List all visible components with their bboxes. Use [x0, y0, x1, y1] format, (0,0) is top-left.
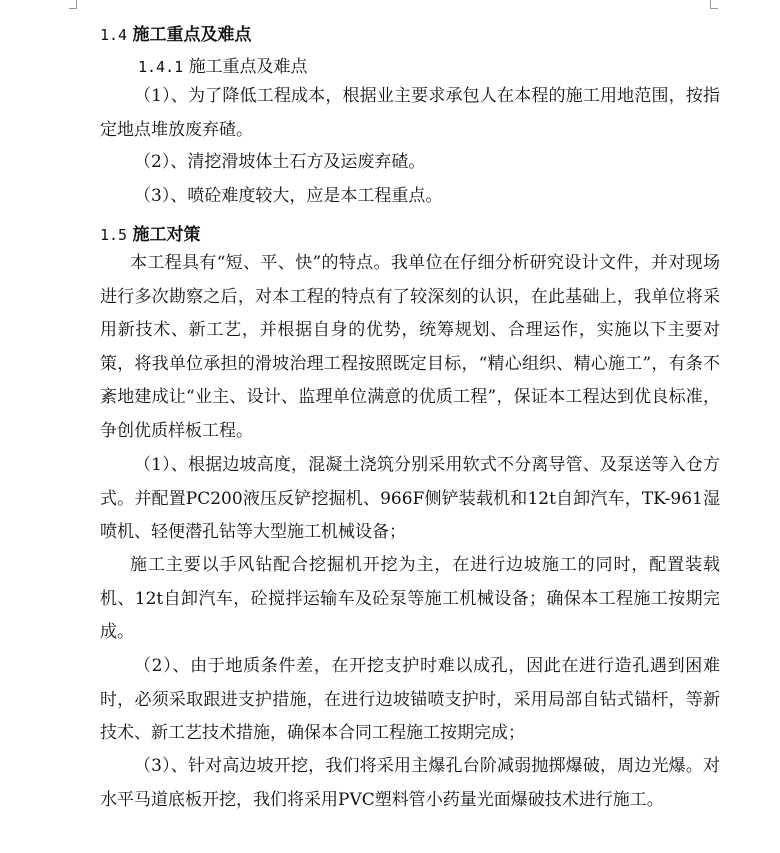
heading-title: 施工重点及难点 — [188, 57, 308, 77]
heading-title: 施工重点及难点 — [132, 25, 252, 45]
heading-number: 1.5 — [100, 226, 128, 244]
list-item-2: （2）、清挖滑坡体土石方及运废弃碴。 — [134, 152, 426, 172]
heading-1-4 — [100, 20, 252, 45]
crop-mark-right — [710, 0, 711, 8]
paragraph-1: （1）、根据边坡高度，混凝土浇筑分别采用软式不分离导管、及泵送等入仓方式。并配置PC200液压反铲挖掘机、966F侧铲装载机和12t自卸汽车，TK-961湿喷机、轻便潜孔钻等大型施工机械设备； — [100, 455, 720, 542]
paragraph-3: （3）、针对高边坡开挖，我们将采用主爆孔台阶减弱抛掷爆破，周边光爆。对水平马道底板开挖，我们将采用PVC塑料管小药量光面爆破技术进行施工。 — [100, 756, 720, 810]
heading-title: 施工对策 — [132, 225, 201, 245]
list-item-1: （1）、为了降低工程成本，根据业主要求承包人在本程的施工用地范围，按指定地点堆放废弃碴。 — [100, 86, 720, 140]
paragraph-2: （2）、由于地质条件差，在开挖支护时难以成孔，因此在进行造孔遇到困难时，必须采取跟进支护措施，在进行边坡锚喷支护时，采用局部自钻式锚杆，等新技术、新工艺技术措施，确保本合同工程施工按期完成； — [100, 656, 720, 743]
paragraph-intro: 本工程具有“短、平、快”的特点。我单位在仔细分析研究设计文件，并对现场进行多次勘察之后，对本工程的特点有了较深刻的认识，在此基础上，我单位将采用新技术、新工艺，并根据自身的优势，统筹规划、合理运作，实施以下主要对策，将我单位承担的滑坡治理工程按照既定目标，“精心组织、精心施工”，有条不紊地建成让“业主、设计、监理单位满意的优质工程”，保证本工程达到优良标准，争创优质样板工程。 — [100, 253, 720, 441]
crop-mark-right-h — [710, 8, 718, 9]
heading-1-4-1 — [138, 52, 308, 77]
heading-1-5 — [100, 220, 201, 245]
heading-number: 1.4.1 — [138, 58, 184, 76]
paragraph-main: 施工主要以手风钻配合挖掘机开挖为主，在进行边坡施工的同时，配置装载机、12t自卸汽车，砼搅拌运输车及砼泵等施工机械设备；确保本工程施工按期完成。 — [100, 555, 720, 642]
heading-number: 1.4 — [100, 26, 128, 44]
crop-mark-left — [76, 0, 77, 8]
crop-mark-left-h — [69, 8, 77, 9]
list-item-3: （3）、喷砼难度较大，应是本工程重点。 — [134, 186, 443, 206]
